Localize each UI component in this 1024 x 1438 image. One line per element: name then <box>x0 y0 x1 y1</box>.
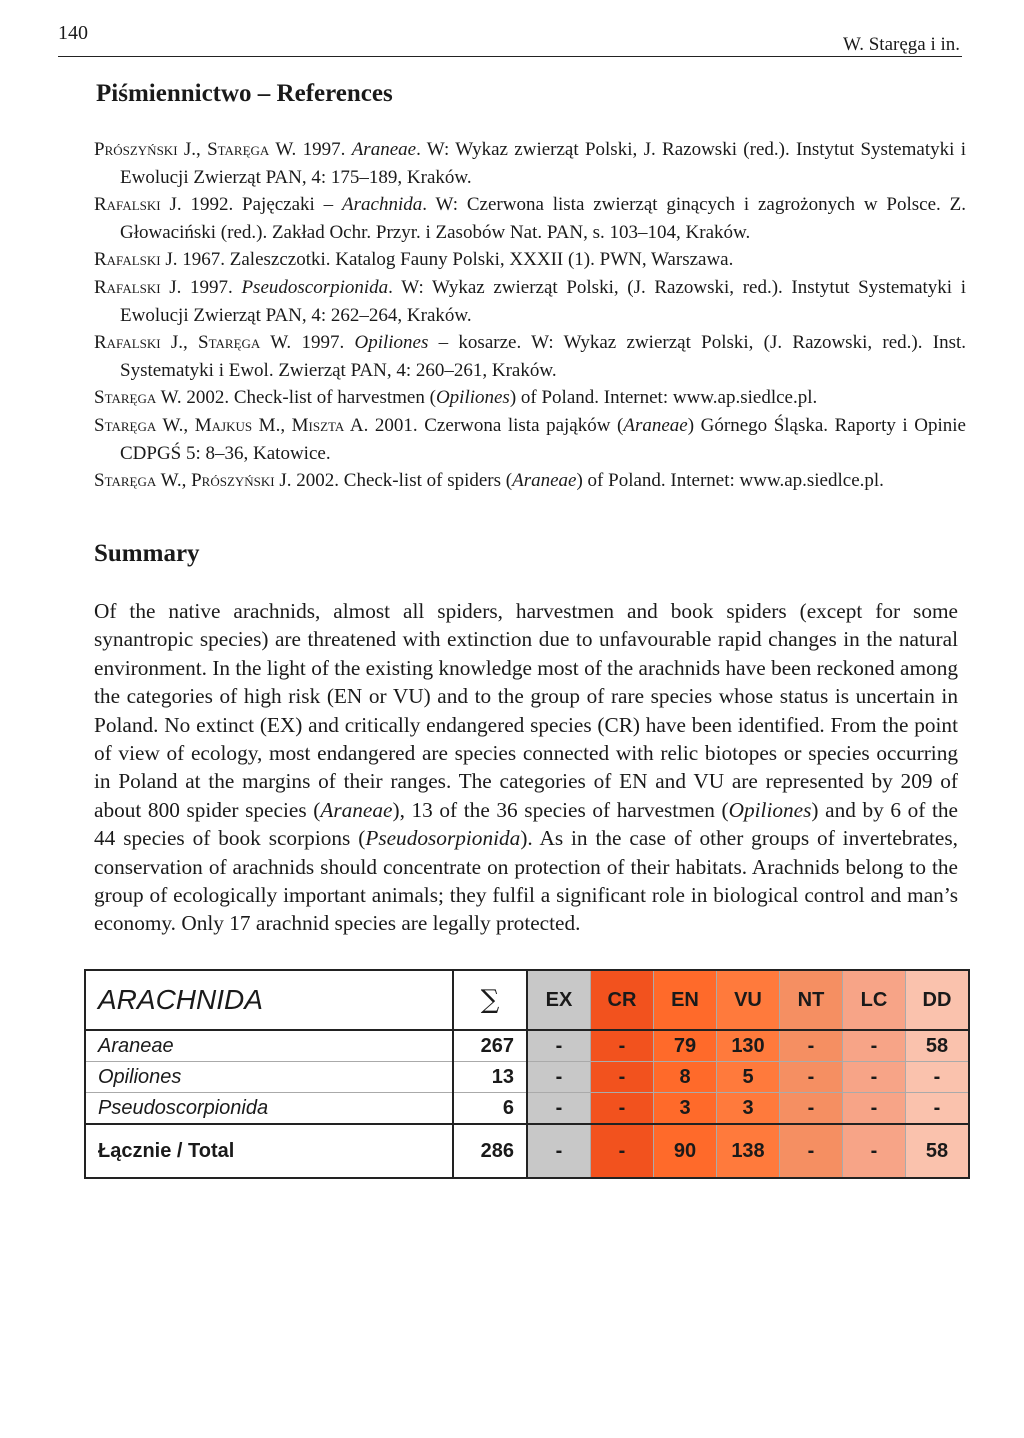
table-row <box>85 1030 969 1062</box>
grand-total-cell: 286 <box>453 1124 527 1178</box>
taxon-name-cell: Araneae <box>85 1030 453 1062</box>
taxon-total-cell: 13 <box>453 1062 527 1093</box>
category-header-lc: LC <box>843 970 906 1030</box>
table-cell: - <box>591 1124 654 1178</box>
reference-item: Rafalski J. 1967. Zaleszczotki. Katalog Fauny Polski, XXXII (1). PWN, Warszawa. <box>94 249 734 271</box>
table-cell: 58 <box>906 1124 970 1178</box>
table-header-row <box>85 970 969 1030</box>
sum-header-cell: ∑ <box>453 970 527 1030</box>
reference-item: Prószyński J., Staręga W. 1997. Araneae. W: Wykaz zwierząt Polski, J. Razowski (red.). Instytut Systematyki i Ewolucji Zwierząt PAN, 4: 175–189, Kraków. <box>94 139 967 188</box>
table-cell: 130 <box>717 1030 780 1062</box>
table-cell: 90 <box>654 1124 717 1178</box>
table-cell: - <box>843 1062 906 1093</box>
table-cell: - <box>527 1124 591 1178</box>
table-cell: - <box>843 1093 906 1125</box>
total-label-cell: Łącznie / Total <box>85 1124 453 1178</box>
reference-item: Staręga W., Majkus M., Miszta A. 2001. Czerwona lista pająków (Araneae) Górnego Śląska. Raporty i Opinie CDPGŚ 5: 8–36, Katowice. <box>94 414 966 464</box>
taxon-name-cell: Opiliones <box>85 1062 453 1093</box>
table-row <box>85 1062 969 1093</box>
table-cell: - <box>843 1124 906 1178</box>
table-total-row <box>85 1124 969 1178</box>
taxon-name-cell: Pseudoscorpionida <box>85 1093 453 1125</box>
table-cell: - <box>843 1030 906 1062</box>
table-cell: - <box>527 1062 591 1093</box>
table-cell: - <box>906 1062 970 1093</box>
table-cell: 138 <box>717 1124 780 1178</box>
table-cell: 8 <box>654 1062 717 1093</box>
threat-category-table <box>84 969 970 1179</box>
table-cell: 5 <box>717 1062 780 1093</box>
table-cell: - <box>780 1030 843 1062</box>
category-header-nt: NT <box>780 970 843 1030</box>
reference-item: Rafalski J. 1997. Pseudoscorpionida. W: Wykaz zwierząt Polski, (J. Razowski, red.). Instytut Systematyki i Ewolucji Zwierząt PAN, 4: 262–264, Kraków. <box>94 276 967 326</box>
table-row <box>85 1093 969 1125</box>
table-cell: - <box>527 1093 591 1125</box>
summary-paragraph: Of the native arachnids, almost all spiders, harvestmen and book spiders (except for some synantropic species) are threatened with extinction due to unfavourable rapid changes in the natural environment. In the light of the existing knowledge most of the arachnids have been reckoned among the categories of high risk (EN or VU) and to the group of rare species whose status is uncertain in Poland. No extinct (EX) and critically endangered species (CR) have been identified. From the point of view of ecology, most endangered are species connected with relic biotopes or species occurring in Poland at the margins of their ranges. The categories of EN and VU are represented by 209 of about 800 spider species (Araneae), 13 of the 36 species of harvestmen (Opiliones) and by 6 of the 44 species of book scorpions (Pseudosorpionida). As in the case of other groups of invertebrates, conservation of arachnids should concentrate on protection of their habitats. Arachnids belong to the group of ecologically important animals; they fulfil a significant role in biological control and man’s economy. Only 17 arachnid species are legally protected. <box>94 599 958 936</box>
category-header-ex: EX <box>527 970 591 1030</box>
category-header-vu: VU <box>717 970 780 1030</box>
running-head <box>58 22 962 57</box>
table-cell: - <box>591 1062 654 1093</box>
summary-heading: Summary <box>94 540 200 567</box>
table-title-cell: ARACHNIDA <box>85 970 453 1030</box>
table-cell: 3 <box>717 1093 780 1125</box>
table-cell: - <box>591 1093 654 1125</box>
reference-item: Rafalski J., Staręga W. 1997. Opiliones – kosarze. W: Wykaz zwierząt Polski, (J. Razowski, red.). Inst. Systematyki i Ewol. Zwierząt PAN, 4: 260–261, Kraków. <box>94 332 966 381</box>
category-header-en: EN <box>654 970 717 1030</box>
reference-item: Staręga W. 2002. Check-list of harvestmen (Opiliones) of Poland. Internet: www.ap.siedlce.pl. <box>94 387 818 409</box>
table-cell: - <box>527 1030 591 1062</box>
table-cell: 3 <box>654 1093 717 1125</box>
table-cell: - <box>780 1062 843 1093</box>
category-header-dd: DD <box>906 970 970 1030</box>
table-cell: - <box>591 1030 654 1062</box>
reference-list <box>94 136 966 495</box>
reference-item: Rafalski J. 1992. Pajęczaki – Arachnida. W: Czerwona lista zwierząt ginących i zagrożonych w Polsce. Z. Głowaciński (red.). Zakład Ochr. Przyr. i Zasobów Nat. PAN, s. 103–104, Kraków. <box>94 194 966 243</box>
category-header-cr: CR <box>591 970 654 1030</box>
table-cell: - <box>780 1124 843 1178</box>
table-cell: 58 <box>906 1030 970 1062</box>
running-author: W. Staręga i in. <box>843 34 960 55</box>
taxon-total-cell: 267 <box>453 1030 527 1062</box>
taxon-total-cell: 6 <box>453 1093 527 1125</box>
references-heading: Piśmiennictwo – References <box>96 80 393 107</box>
table-cell: 79 <box>654 1030 717 1062</box>
reference-item: Staręga W., Prószyński J. 2002. Check-list of spiders (Araneae) of Poland. Internet: www.ap.siedlce.pl. <box>94 470 884 492</box>
table-cell: - <box>906 1093 970 1125</box>
page-number: 140 <box>58 22 88 44</box>
table-cell: - <box>780 1093 843 1125</box>
